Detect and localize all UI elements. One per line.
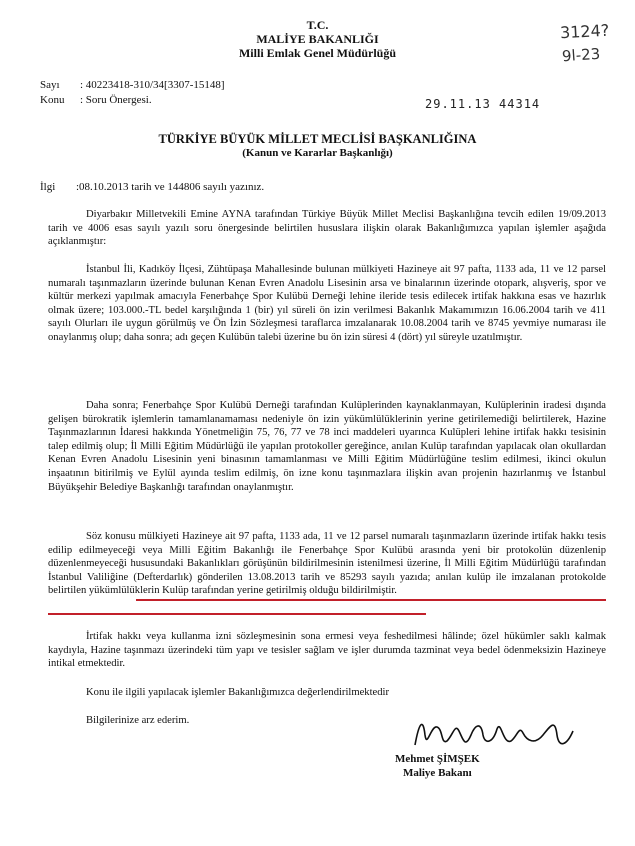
paragraph-1: Diyarbakır Milletvekili Emine AYNA tarafından Türkiye Büyük Millet Meclisi Başkanlığına tevcih edilen 19/09.2013 tarih ve 4006 esas sayılı yazılı soru önergesinde belirtilen hususlara ilişkin olarak Bakanlığımızca yapılan işlemler aşağıda açıklanmıştır: (48, 209, 606, 248)
paragraph-6: Konu ile ilgili yapılacak işlemler Bakanlığımızca değerlendirilmektedir (86, 687, 389, 698)
signatory-title: Maliye Bakanı (402, 767, 472, 779)
document-meta (40, 78, 225, 108)
addressee-title: TÜRKİYE BÜYÜK MİLLET MECLİSİ BAŞKANLIĞINA (158, 132, 477, 146)
paragraph-7: Bilgilerinize arz ederim. (86, 715, 190, 726)
handwritten-note-1: 3124? (559, 20, 610, 43)
reference-line (40, 181, 264, 193)
konu-label: Konu (40, 94, 65, 106)
letterhead-directorate: Milli Emlak Genel Müdürlüğü (238, 46, 397, 60)
konu-row (40, 93, 225, 108)
paragraph-3: Daha sonra; Fenerbahçe Spor Kulübü Derneği tarafından Kulüplerinden kaynaklanmayan, Kulüplerinin iradesi dışında gelişen bürokratik işlemlerin tamamlanamaması nedeniyle ön izin yükümlülüklerinin yerine getirilemediği belirtilerek, Hazine Taşınmazlarının İdaresi hakkında Yönetmeliğin 75, 76, 77 ve 78 inci maddeleri uyarınca Kulüpleri lehine irtifak hakkı tesisinin talep edilmiş olup; İl Milli Eğitim Müdürlüğü ile yapılan protokoller gereğince, anılan Kulüp tarafından yapılacak olan okullardan Kenan Evren Anadolu Lisesinin yeni binasının tamamlanması ve Milli Eğitim Müdürlüğüne teslim edilmesi, ikinci okulun inşaatının bitirilmiş ve Eylül ayında teslim edilmiş, ön izne konu taşınmazlara ilişkin avan projenin hazırlanmış ve İstanbul Büyükşehir Belediye Başkanlığı tarafından onaylanmıştır. (48, 400, 606, 493)
addressee (0, 132, 635, 160)
letterhead-tc: T.C. (306, 18, 329, 32)
letterhead (0, 18, 635, 60)
addressee-subtitle: (Kanun ve Kararlar Başkanlığı) (242, 147, 393, 159)
signatory-name: Mehmet ŞİMŞEK (395, 753, 480, 765)
paragraph-4-highlight: 13.08.2013 tarih ve 85293 sayılı yazıda; anılan kulüp ile imzalanan protokolde belirtilen yükümlülüklerin Kulüp tarafından yerine getirilmiş olduğu bildirilmiştir. (48, 571, 607, 597)
paragraph-4 (48, 530, 606, 598)
paragraph-4-text: Söz konusu mülkiyeti Hazineye ait 97 pafta, 1133 ada, 11 ve 12 parsel numaralı taşınmazların üzerinde irtifak hakkı tesis edilip edilmeyeceği veya Milli Eğitim Bakanlığı ile Fenerbahçe Spor Kulübü arasında yeni bir protokolün düzenlenip düzenlenmeyeceği hususundaki Bakanlıkları görüşünün bildirilmesinin istenilmesi üzerine, İl Milli Eğitim Müdürlüğü tarafından İstanbul Valiliğine (Defterdarlık) gönderilen (48, 531, 606, 583)
reference-value: :08.10.2013 tarih ve 144806 sayılı yazınız. (76, 181, 265, 193)
receipt-stamp: 29.11.13 44314 (425, 97, 541, 111)
konu-value: : Soru Önergesi. (80, 94, 152, 106)
handwritten-note-2: 9l-23 (561, 44, 601, 66)
sayi-label: Sayı (40, 79, 60, 91)
signature-block (395, 752, 480, 780)
sayi-value: : 40223418-310/34[3307-15148] (80, 79, 225, 91)
paragraph-2: İstanbul İli, Kadıköy İlçesi, Zühtüpaşa Mahallesinde bulunan mülkiyeti Hazineye ait 97 pafta, 1133 ada, 11 ve 12 parsel numaralı taşınmazların üzerinde bulunan Kenan Evren Anadolu Lisesinin arsa ve binalarının üzerinde otopark, alışveriş, spor ve kültür merkezi yapılmak amacıyla Fenerbahçe Spor Kulübü Derneği lehine ileride tesis edilecek irtifak hakkına esas ve hazırlık olmak üzere; 103.000.-TL bedel karşılığında 1 (bir) yıl süreli ön izin verilmesi Bakanlık Makamımızın 16.06.2004 tarih ve 411 sayılı Olurları ile uygun görülmüş ve Ön İzin Sözleşmesi taraflarca imzalanarak 10.08.2004 tarih ve 8745 yevmiye numarası ile onaylanmış olup; daha sonra; adı geçen Kulübün talebi üzerine bu ön izin süresi 4 (dört) yıl süreyle uzatılmıştır. (48, 264, 606, 343)
red-underline-2 (48, 613, 426, 615)
letterhead-ministry: MALİYE BAKANLIĞI (256, 32, 379, 46)
reference-label: İlgi (40, 181, 56, 193)
red-underline-1 (136, 599, 606, 601)
paragraph-5: İrtifak hakkı veya kullanma izni sözleşmesinin sona ermesi veya feshedilmesi hâlinde; özel hükümler saklı kalmak kaydıyla, Hazine taşınmazı üzerindeki tüm yapı ve tesisler sağlam ve işler durumda tazminat veya bedel ödenmeksizin Hazineye intikal etmektedir. (48, 631, 606, 670)
sayi-row (40, 78, 225, 93)
